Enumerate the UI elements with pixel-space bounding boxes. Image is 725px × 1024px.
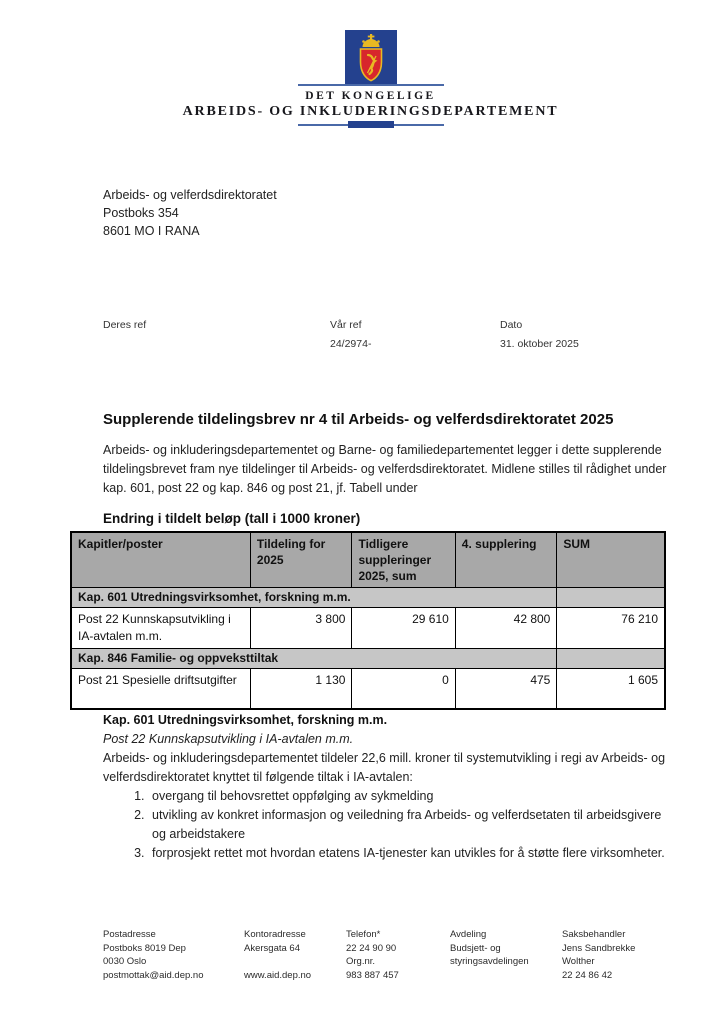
footer-postadresse-line1: Postboks 8019 Dep bbox=[103, 942, 186, 954]
norway-coat-of-arms-icon bbox=[345, 30, 397, 86]
footer-telefon bbox=[346, 928, 399, 982]
footer-website: www.aid.dep.no bbox=[244, 969, 312, 981]
row-post21-sum: 1 605 bbox=[557, 669, 665, 709]
table-heading: Endring i tildelt beløp (tall i 1000 kroner) bbox=[103, 511, 361, 526]
row-post21-label: Post 21 Spesielle driftsutgifter bbox=[71, 669, 250, 709]
letterhead-rule-top bbox=[298, 84, 444, 86]
table-section-kap846 bbox=[71, 649, 665, 669]
section-kap601-sum-cell bbox=[557, 588, 665, 608]
col-header-sum: SUM bbox=[557, 532, 665, 588]
tiltak-item-1: 1. overgang til behovsrettet oppfølging av sykmelding bbox=[148, 787, 670, 806]
footer-postadresse-line2: 0030 Oslo bbox=[103, 956, 147, 967]
footer-orgnr-value: 983 887 457 bbox=[346, 969, 399, 981]
post22-subheading: Post 22 Kunnskapsutvikling i IA-avtalen m.m. bbox=[103, 732, 354, 746]
allocation-table bbox=[70, 531, 666, 710]
recipient-name: Arbeids- og velferdsdirektoratet bbox=[103, 188, 277, 202]
letter-title: Supplerende tildelingsbrev nr 4 til Arbeids- og velferdsdirektoratet 2025 bbox=[103, 411, 614, 428]
footer-postadresse-label: Postadresse bbox=[103, 929, 156, 940]
footer-saksbehandler-phone: 22 24 86 42 bbox=[562, 969, 613, 981]
row-post21-tidligere: 0 bbox=[352, 669, 455, 709]
footer-saksbehandler bbox=[562, 928, 635, 982]
footer-avdeling-line1: Budsjett- og bbox=[450, 942, 501, 954]
row-post21-supplering: 475 bbox=[455, 669, 557, 709]
letterhead-rule-bottom bbox=[298, 124, 444, 126]
col-header-tidligere: Tidligere suppleringer 2025, sum bbox=[352, 532, 455, 588]
footer-avdeling-line2: styringsavdelingen bbox=[450, 956, 529, 967]
dato-label: Dato bbox=[500, 319, 523, 331]
intro-paragraph: Arbeids- og inkluderingsdepartementet og Barne- og familiedepartementet legger i dette supplerende tildelingsbrevet fram nye tildelinger til Arbeids- og velferdsdirektoratet. Midlene stilles til rådighet under kap. 601, post 22 og kap. 846 og post 21, jf. Tabell under bbox=[103, 443, 667, 495]
section-label-kap846: Kap. 846 Familie- og oppveksttiltak bbox=[71, 649, 557, 669]
tiltak-list bbox=[130, 787, 670, 863]
table-row-post21 bbox=[71, 669, 665, 709]
row-post22-label: Post 22 Kunnskapsutvikling i IA-avtalen m.m. bbox=[71, 608, 250, 649]
table-row-post22 bbox=[71, 608, 665, 649]
footer-postadresse bbox=[103, 928, 203, 982]
row-post22-tildeling: 3 800 bbox=[250, 608, 352, 649]
footer-saksbehandler-name1: Jens Sandbrekke bbox=[562, 942, 636, 954]
tiltak-item-3: 3. forprosjekt rettet mot hvordan etatens IA-tjenester kan utvikles for å støtte flere virksomheter. bbox=[148, 844, 670, 863]
kap601-paragraph: Arbeids- og inkluderingsdepartementet tildeler 22,6 mill. kroner til systemutvikling i regi av Arbeids- og velferdsdirektoratet knyttet til følgende tiltak i IA-avtalen: bbox=[103, 751, 666, 784]
deres-ref-label: Deres ref bbox=[103, 319, 147, 331]
letterhead-line1: DET KONGELIGE bbox=[305, 90, 436, 102]
letterhead bbox=[8, 30, 725, 126]
footer-orgnr-label: Org.nr. bbox=[346, 956, 376, 967]
tiltak-item-2: 2. utvikling av konkret informasjon og veiledning fra Arbeids- og velferdsetaten til arbeidsgivere og arbeidstakere bbox=[148, 806, 670, 844]
col-header-supplering: 4. supplering bbox=[455, 532, 557, 588]
kap601-section bbox=[103, 711, 670, 863]
row-post22-supplering: 42 800 bbox=[455, 608, 557, 649]
recipient-address bbox=[103, 186, 277, 240]
kap601-heading: Kap. 601 Utredningsvirksomhet, forskning m.m. bbox=[103, 713, 388, 727]
section-kap846-sum-cell bbox=[557, 649, 665, 669]
footer-kontoradresse-line2 bbox=[244, 955, 311, 969]
footer-kontoradresse-line1: Akersgata 64 bbox=[244, 942, 300, 954]
col-header-kapitler: Kapitler/poster bbox=[71, 532, 250, 588]
row-post22-tidligere: 29 610 bbox=[352, 608, 455, 649]
dato-value: 31. oktober 2025 bbox=[500, 338, 579, 350]
footer-saksbehandler-name2: Wolther bbox=[562, 956, 595, 967]
footer-avdeling-label: Avdeling bbox=[450, 929, 487, 940]
footer-telefon-label: Telefon* bbox=[346, 929, 381, 940]
footer-saksbehandler-label: Saksbehandler bbox=[562, 929, 626, 940]
footer-email: postmottak@aid.dep.no bbox=[103, 969, 204, 981]
letterhead-line2: ARBEIDS- OG INKLUDERINGSDEPARTEMENT bbox=[182, 104, 559, 119]
recipient-address1: Postboks 354 bbox=[103, 206, 179, 220]
section-label-kap601: Kap. 601 Utredningsvirksomhet, forskning m.m. bbox=[71, 588, 557, 608]
var-ref-value: 24/2974- bbox=[330, 338, 372, 350]
recipient-address2: 8601 MO I RANA bbox=[103, 224, 200, 238]
var-ref-label: Vår ref bbox=[330, 319, 362, 331]
footer-kontoradresse-label: Kontoradresse bbox=[244, 929, 306, 940]
footer-avdeling bbox=[450, 928, 529, 969]
footer-telefon-value: 22 24 90 90 bbox=[346, 942, 397, 954]
col-header-tildeling: Tildeling for 2025 bbox=[250, 532, 352, 588]
letterhead-bar bbox=[348, 121, 394, 128]
row-post22-sum: 76 210 bbox=[557, 608, 665, 649]
table-section-kap601 bbox=[71, 588, 665, 608]
table-header-row bbox=[71, 532, 665, 588]
footer-kontoradresse bbox=[244, 928, 311, 982]
row-post21-tildeling: 1 130 bbox=[250, 669, 352, 709]
